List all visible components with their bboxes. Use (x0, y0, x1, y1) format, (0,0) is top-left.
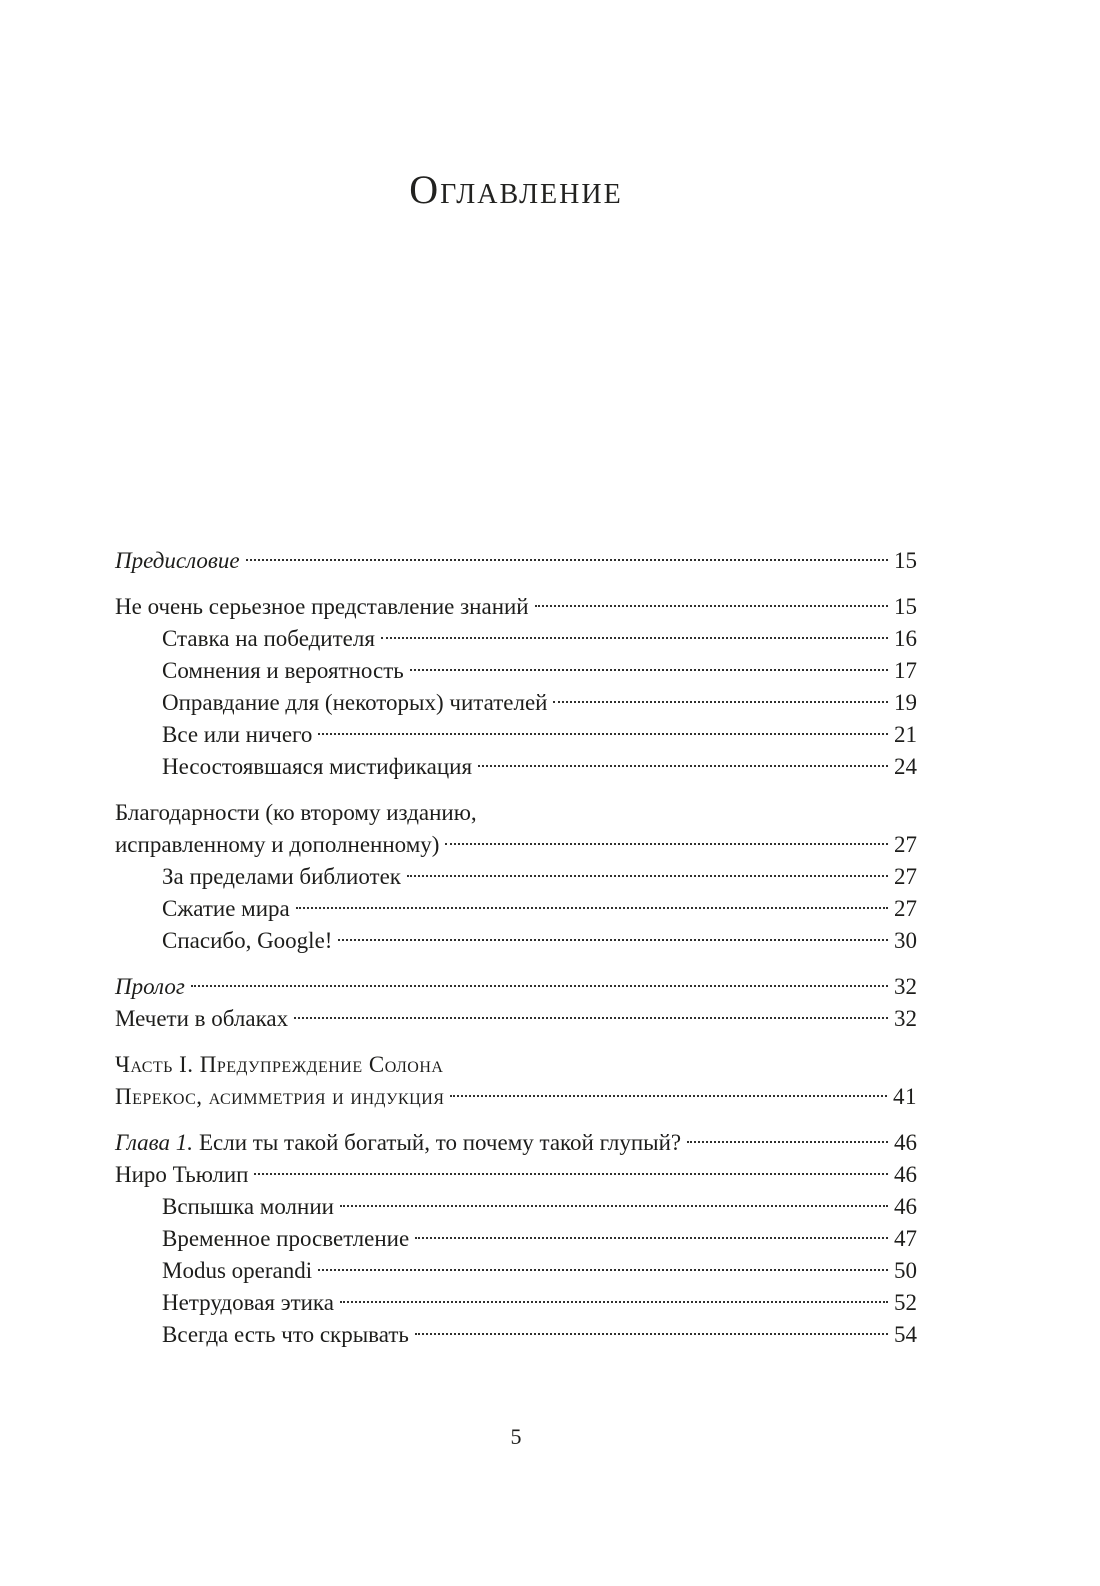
toc-entry (115, 925, 917, 957)
toc-entry-chapter-lead: Глава 1. (115, 1130, 193, 1155)
toc-entry-page: 32 (894, 974, 917, 999)
toc-entry (115, 623, 917, 655)
toc-entry-page: 19 (894, 690, 917, 715)
toc-entry-page: 47 (894, 1226, 917, 1251)
toc-entry-page: 16 (894, 626, 917, 651)
toc-entry-page: 27 (894, 832, 917, 857)
toc-entry-label: Благодарности (ко второму изданию, (115, 800, 477, 825)
toc-entry-label: Сжатие мира (162, 896, 290, 921)
toc-entry-label: Ниро Тьюлип (115, 1162, 249, 1187)
toc-entry (115, 751, 917, 783)
toc-entry-page: 17 (894, 658, 917, 683)
toc-entry-label: Modus operandi (162, 1258, 313, 1283)
toc-entry-page: 15 (894, 594, 917, 619)
toc-entry-page: 41 (893, 1084, 917, 1109)
toc-entry (115, 1191, 917, 1223)
toc-entry-label: Сомнения и вероятность (162, 658, 404, 683)
toc-entry (115, 1319, 917, 1351)
toc-entry-page: 32 (894, 1006, 917, 1031)
page-title: Оглавление (409, 167, 623, 212)
toc-entry-label: Спасибо, Google! (162, 928, 333, 953)
toc-entry (115, 545, 917, 577)
toc-entry (115, 1127, 917, 1159)
toc-entry-label: Если ты такой богатый, то почему такой глупый? (199, 1130, 682, 1155)
toc-entry-label: Ставка на победителя (162, 626, 375, 651)
toc-entry-label: За пределами библиотек (162, 864, 401, 889)
toc-entry-label: Нетрудовая этика (162, 1290, 334, 1315)
page-content (115, 0, 917, 1351)
toc-entry-label: исправленному и дополненному) (115, 832, 440, 857)
toc-entry-page: 54 (894, 1322, 917, 1347)
toc-entry-page: 24 (894, 754, 917, 779)
toc-entry-label: Часть I. Предупреждение Солона (115, 1052, 444, 1077)
toc-entry-page: 52 (894, 1290, 917, 1315)
toc-entry-label: Перекос, асимметрия и индукция (115, 1084, 445, 1109)
toc-entry (115, 655, 917, 687)
toc-entry-page: 30 (894, 928, 917, 953)
toc-entry-label: Пролог (115, 974, 185, 999)
toc-entry-page: 46 (894, 1194, 917, 1219)
toc-entry (115, 1159, 917, 1191)
toc-entry (115, 893, 917, 925)
toc-entry-label: Предисловие (115, 548, 240, 573)
toc-entry-label: Вспышка молнии (162, 1194, 334, 1219)
toc-entry (115, 1223, 917, 1255)
toc-entry-page: 15 (894, 548, 917, 573)
toc-entry (115, 1049, 917, 1081)
footer-page-number: 5 (510, 1424, 522, 1449)
toc-entry-label: Оправдание для (некоторых) читателей (162, 690, 548, 715)
toc-entry-label: Все или ничего (162, 722, 313, 747)
toc-entry-label: Временное просветление (162, 1226, 410, 1251)
toc-entry (115, 797, 917, 829)
toc-entry (115, 861, 917, 893)
toc-entry-label: Несостоявшаяся мистификация (162, 754, 473, 779)
table-of-contents (115, 545, 917, 1351)
toc-entry-page: 21 (894, 722, 917, 747)
toc-entry-label: Всегда есть что скрывать (162, 1322, 409, 1347)
toc-entry (115, 687, 917, 719)
toc-entry (115, 591, 917, 623)
toc-entry (115, 1081, 917, 1113)
toc-entry-page: 50 (894, 1258, 917, 1283)
toc-entry (115, 971, 917, 1003)
toc-entry-label: Мечети в облаках (115, 1006, 289, 1031)
toc-entry-page: 27 (894, 864, 917, 889)
toc-entry (115, 1255, 917, 1287)
toc-entry (115, 829, 917, 861)
toc-entry-page: 46 (894, 1130, 917, 1155)
toc-entry-page: 27 (894, 896, 917, 921)
toc-entry (115, 1003, 917, 1035)
toc-entry-label: Не очень серьезное представление знаний (115, 594, 529, 619)
toc-entry-page: 46 (894, 1162, 917, 1187)
toc-entry (115, 1287, 917, 1319)
toc-entry (115, 719, 917, 751)
